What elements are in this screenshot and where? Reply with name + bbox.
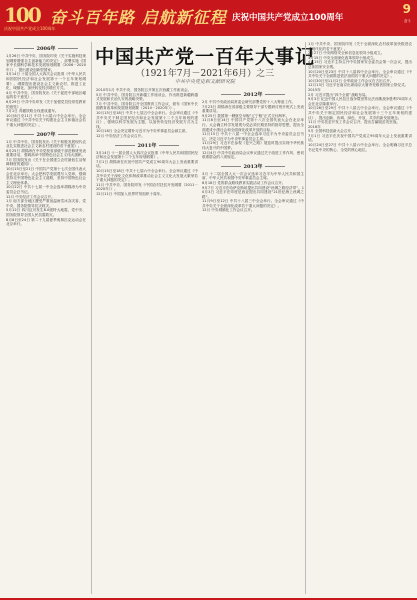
top-banner [0,0,417,36]
byline: 中共中央党史和文献研究院 [174,79,235,85]
column-divider [305,42,306,594]
column-text: 2010年1月 中共中央、国务院召开第五次西藏工作座谈会。 5月 中共中央、国务院召开新疆工作座谈会，作出推进新疆跨越式发展和长治久安的战略决策。 7月 中共中央、国务院召开全国教育工作会议，颁布《国家中长期教育改革和发展规划纲要（2010－2020年）》。 10月15日至18日 中共十七届五中全会举行。全会审议通过《中共中央关于制定国民经济和社会发展第十二个五年规划的建议》，强调以科学发展为主题，以加快转变经济发展方式为主线。 10月18日 全会决定增补习近平为中央军事委员会副主席。 12月 中央经济工作会议召开。 [96,88,198,138]
column-text: 3月14日 十一届全国人大四次会议批准《中华人民共和国国民经济和社会发展第十二个五年规划纲要》。 7月1日 胡锦涛在庆祝中国共产党成立90周年大会上发表重要讲话。 10月15日至18日 中共十七届六中全会举行。全会审议通过《中共中央关于深化文化体制改革推动社会主义文化大发展大繁荣若干重大问题的决定》。 11月 中共中央、国务院印发《中国农村扶贫开发纲要（2011－2020年）》。 12月11日 中国加入世界贸易组织十周年。 [96,150,198,196]
column-1 [6,42,86,594]
column-text: 1月26日 中共中央、国务院印发《关于实施科技规划纲要增强自主创新能力的决定》，部署实施《国家中长期科学和技术发展规划纲要（2006－2020年）》，提出建设创新型国家。 3月14日 十届全国人大四次会议批准《中华人民共和国国民经济和社会发展第十一个五年规划纲要》。纲要提出建设社会主义新农村，推进工业化、城镇化，加快转变经济增长方式。 4月 中共中央、国务院发出《关于促进中部地区崛起的若干意见》。 6月29日 中共中央印发《关于加强党员经常性教育的意见》。 7月1日 青藏铁路全线建成通车。 10月8日至11日 中共十六届六中全会举行。全会审议通过《中共中央关于构建社会主义和谐社会若干重大问题的决定》。 [6,54,86,127]
column-2 [96,88,198,594]
masthead-name: 奋斗 [404,19,411,23]
year-heading: 2012年 [243,92,263,98]
column-divider [91,42,92,594]
banner-anniversary: 庆祝中国共产党成立100周年 [232,13,344,23]
centenary-logo: 100 [4,3,40,27]
column-text: 2月 中共中央政治局常委会研究部署党的十八大筹备工作。 7月23日 胡锦涛在省部级主要领导干部专题研讨班开班式上发表重要讲话。 9月25日 我国第一艘航空母舰“辽宁舰”正式交付海军。 11月8日至14日 中国共产党第十八次全国代表大会在北京举行。大会确立科学发展观为党必须长期坚持的指导思想，提出全面建成小康社会和全面深化改革开放的目标。 11月15日 中共十八届一中全会选举习近平为中央委员会总书记，决定习近平为中央军事委员会主席。 11月29日 习近平在参观《复兴之路》展览时提出实现中华民族伟大复兴的中国梦。 12月4日 中共中央政治局会议审议通过关于改进工作作风、密切联系群众的八项规定。 [202,100,304,160]
column-text: 1月 中共中央、国务院发出《关于积极发展现代农业扎实推进社会主义新农村建设的若干意见》。 6月25日 胡锦涛在中央党校省部级干部进修班发表重要讲话，强调高举中国特色社会主义伟大旗帜。 7月 国务院发出《关于在全国建立农村最低生活保障制度的通知》。 10月15日至21日 中国共产党第十七次全国代表大会在北京举行。大会把科学发展观写入党章，强调坚持走中国特色社会主义道路，坚持中国特色社会主义理论体系。 10月22日 中共十七届一中全会选举胡锦涛为中央委员会总书记。 12月 中央经济工作会议召开。 1月 南方部分地区遭受严重低温雨雪冰冻灾害，党中央、国务院领导抗灾救灾。 5月12日 四川汶川发生8.0级特大地震，党中央、国务院领导全国人民抗震救灾。 8月8日至24日 第二十九届夏季奥林匹克运动会在北京举行。 [6,139,86,227]
banner-slogan: 奋斗百年路 启航新征程 [50,8,227,27]
year-heading: 2011年 [137,142,157,149]
column-text: 1月 中共中央、国务院印发《关于全面深化农村改革加快推进农业现代化的若干意见》。 2月27日 中央网络安全和信息化领导小组成立。 3月15日 中央全面深化改革领导小组成立。 4月15日 习近平主持召开中央国家安全委员会第一次会议，提出总体国家安全观。 10月20日至23日 中共十八届四中全会举行。全会审议通过《中共中央关于全面推进依法治国若干重大问题的决定》。 10月30日至11月2日 全军政治工作会议在古田召开。 12月13日 习近平在南京出席南京大屠杀死难者国家公祭仪式。 2015年 2月 习近平提出“四个全面”战略布局。 9月3日 纪念中国人民抗日战争暨世界反法西斯战争胜利70周年大会在北京隆重举行。 10月26日至29日 中共十八届五中全会举行。全会审议通过《中共中央关于制定国民经济和社会发展第十三个五年规划的建议》，提出创新、协调、绿色、开放、共享的新发展理念。 11月 中央扶贫开发工作会议召开，提出打赢脱贫攻坚战。 2016年 5月 全国科技创新大会召开。 7月1日 习近平在庆祝中国共产党成立95周年大会上发表重要讲话。 10月24日至27日 中共十八届六中全会举行。全会明确习近平总书记党中央的核心、全党的核心地位。 [308,42,412,152]
column-4 [308,42,412,594]
page-subtitle: （1921年7月－2021年6月）之三 [135,69,275,79]
masthead-meta [404,19,411,23]
page-number: 9 [402,2,411,16]
column-text: 3月 十二届全国人大一次会议选举习近平为中华人民共和国主席、中华人民共和国中央军事委员会主席。 6月18日 党的群众路线教育实践活动工作会议召开。 9月7日 习近平在哈萨克斯坦提出共同建设“丝绸之路经济带”。10月3日 习近平在印度尼西亚提出共同建设“21世纪海上丝绸之路”。 11月9日至12日 中共十八届三中全会举行。全会审议通过《中共中央关于全面深化改革若干重大问题的决定》。 12月 中央城镇化工作会议召开。 [202,171,304,213]
logo-subtitle: 庆祝中国共产党成立100周年 [4,26,56,31]
year-heading: 2013年 [243,163,263,170]
year-heading: 2006年 [36,46,56,52]
page-title: 中国共产党一百年大事记 [94,46,315,68]
year-heading: 2007年 [36,131,56,138]
column-3 [202,88,304,594]
